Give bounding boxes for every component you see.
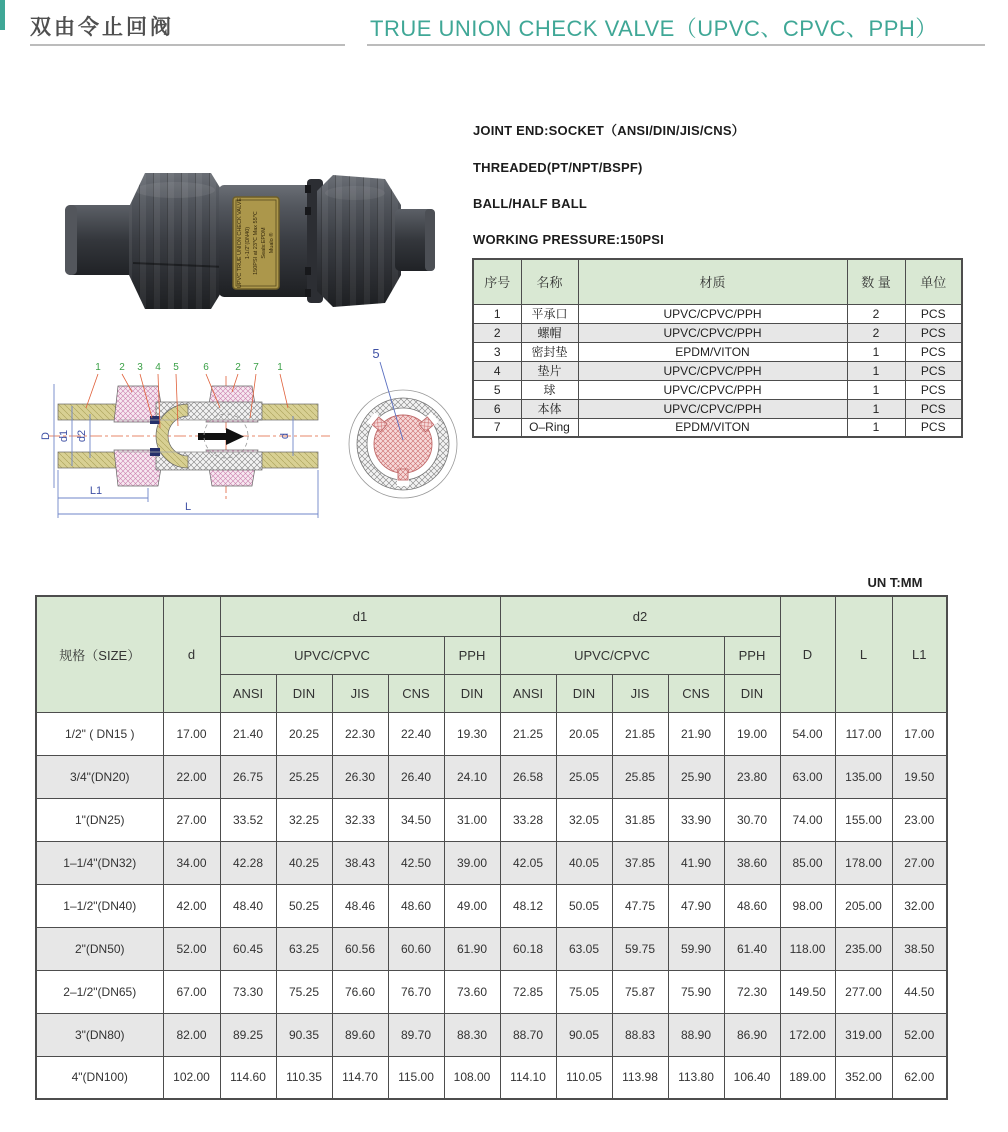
table-cell: 86.90 bbox=[724, 1013, 780, 1056]
table-cell: 20.25 bbox=[276, 712, 332, 755]
table-cell: 52.00 bbox=[163, 927, 220, 970]
table-cell: 40.05 bbox=[556, 841, 612, 884]
valve-body bbox=[219, 185, 313, 297]
parts-table bbox=[472, 258, 963, 438]
column-header-upvc-cpvc-d2: UPVC/CPVC bbox=[500, 636, 724, 674]
table-cell: 63.25 bbox=[276, 927, 332, 970]
table-cell: 67.00 bbox=[163, 970, 220, 1013]
table-cell: 26.75 bbox=[220, 755, 276, 798]
table-cell: 3"(DN80) bbox=[36, 1013, 163, 1056]
table-cell: PCS bbox=[905, 380, 962, 399]
table-cell: 33.52 bbox=[220, 798, 276, 841]
table-cell: 48.60 bbox=[388, 884, 444, 927]
table-cell: 33.90 bbox=[668, 798, 724, 841]
dim-label-D: D bbox=[40, 432, 52, 440]
table-cell: 98.00 bbox=[780, 884, 835, 927]
table-row bbox=[473, 418, 962, 437]
column-header: 名称 bbox=[521, 259, 578, 304]
dim-header-row-1 bbox=[36, 596, 947, 636]
spec-list bbox=[473, 120, 973, 268]
column-header: DIN bbox=[276, 674, 332, 712]
page-title-chinese: 双由令止回阀 bbox=[30, 16, 174, 39]
table-cell: 5 bbox=[473, 380, 521, 399]
table-cell: 38.60 bbox=[724, 841, 780, 884]
table-cell: 32.33 bbox=[332, 798, 388, 841]
column-header-d2: d2 bbox=[500, 596, 780, 636]
table-cell: 32.05 bbox=[556, 798, 612, 841]
table-cell: 19.30 bbox=[444, 712, 500, 755]
table-cell: 114.60 bbox=[220, 1056, 276, 1099]
column-header-pph-d2: PPH bbox=[724, 636, 780, 674]
table-cell: 1/2" ( DN15 ) bbox=[36, 712, 163, 755]
table-row bbox=[36, 970, 947, 1013]
table-cell: 20.05 bbox=[556, 712, 612, 755]
label-line: 150PSI at 23℃ Max 55℃ bbox=[253, 211, 259, 275]
table-cell: 113.80 bbox=[668, 1056, 724, 1099]
table-cell: 60.60 bbox=[388, 927, 444, 970]
table-cell: 42.28 bbox=[220, 841, 276, 884]
table-cell: 59.90 bbox=[668, 927, 724, 970]
table-cell: 1 bbox=[847, 342, 905, 361]
cross-section-drawing bbox=[38, 336, 468, 536]
table-cell: PCS bbox=[905, 342, 962, 361]
table-cell: 本体 bbox=[521, 399, 578, 418]
table-cell: 27.00 bbox=[892, 841, 947, 884]
column-header-d1: d1 bbox=[220, 596, 500, 636]
table-cell: UPVC/CPVC/PPH bbox=[578, 361, 847, 380]
table-cell: 17.00 bbox=[163, 712, 220, 755]
table-cell: 2 bbox=[847, 323, 905, 342]
table-row bbox=[473, 323, 962, 342]
table-cell: 178.00 bbox=[835, 841, 892, 884]
table-cell: 60.45 bbox=[220, 927, 276, 970]
table-row bbox=[36, 841, 947, 884]
table-cell: 102.00 bbox=[163, 1056, 220, 1099]
table-cell: UPVC/CPVC/PPH bbox=[578, 304, 847, 323]
spec-line-ball: BALL/HALF BALL bbox=[473, 196, 587, 211]
table-cell: 26.58 bbox=[500, 755, 556, 798]
table-cell: UPVC/CPVC/PPH bbox=[578, 399, 847, 418]
table-cell: 41.90 bbox=[668, 841, 724, 884]
table-cell: 1"(DN25) bbox=[36, 798, 163, 841]
table-cell: 42.50 bbox=[388, 841, 444, 884]
label-line: UPVC TRUE UNION CHECK VALVE bbox=[237, 197, 243, 289]
table-cell: 89.60 bbox=[332, 1013, 388, 1056]
dim-label-L: L bbox=[184, 501, 192, 513]
column-header: DIN bbox=[556, 674, 612, 712]
table-cell: 110.35 bbox=[276, 1056, 332, 1099]
table-row bbox=[473, 342, 962, 361]
dimension-table bbox=[35, 595, 948, 1100]
table-cell: 155.00 bbox=[835, 798, 892, 841]
table-cell: 352.00 bbox=[835, 1056, 892, 1099]
column-header-L: L bbox=[835, 596, 892, 712]
table-cell: 25.25 bbox=[276, 755, 332, 798]
product-photo bbox=[55, 145, 445, 340]
table-cell: 75.87 bbox=[612, 970, 668, 1013]
table-row bbox=[473, 380, 962, 399]
table-cell: 22.40 bbox=[388, 712, 444, 755]
table-cell: 74.00 bbox=[780, 798, 835, 841]
table-cell: 114.10 bbox=[500, 1056, 556, 1099]
table-cell: 31.85 bbox=[612, 798, 668, 841]
table-cell: 21.40 bbox=[220, 712, 276, 755]
table-cell: PCS bbox=[905, 323, 962, 342]
table-cell: 205.00 bbox=[835, 884, 892, 927]
table-cell: 106.40 bbox=[724, 1056, 780, 1099]
table-cell: 4 bbox=[473, 361, 521, 380]
table-cell: 73.30 bbox=[220, 970, 276, 1013]
column-header-L1: L1 bbox=[892, 596, 947, 712]
table-cell: PCS bbox=[905, 304, 962, 323]
table-cell: 40.25 bbox=[276, 841, 332, 884]
table-cell: 72.30 bbox=[724, 970, 780, 1013]
table-cell: 19.50 bbox=[892, 755, 947, 798]
table-cell: 89.70 bbox=[388, 1013, 444, 1056]
table-cell: 50.25 bbox=[276, 884, 332, 927]
table-cell: 189.00 bbox=[780, 1056, 835, 1099]
table-cell: 3 bbox=[473, 342, 521, 361]
table-cell: 60.56 bbox=[332, 927, 388, 970]
table-cell: 59.75 bbox=[612, 927, 668, 970]
table-cell: 85.00 bbox=[780, 841, 835, 884]
column-header: 数 量 bbox=[847, 259, 905, 304]
divider bbox=[367, 44, 985, 46]
table-cell: 31.00 bbox=[444, 798, 500, 841]
table-cell: 52.00 bbox=[892, 1013, 947, 1056]
column-header-d: d bbox=[163, 596, 220, 712]
valve-right-socket bbox=[395, 209, 435, 271]
table-cell: 3/4"(DN20) bbox=[36, 755, 163, 798]
table-cell: 19.00 bbox=[724, 712, 780, 755]
table-cell: 49.00 bbox=[444, 884, 500, 927]
dim-label-d2: d2 bbox=[76, 429, 88, 443]
column-header-D: D bbox=[780, 596, 835, 712]
column-header: JIS bbox=[612, 674, 668, 712]
table-cell: 球 bbox=[521, 380, 578, 399]
column-header: DIN bbox=[724, 674, 780, 712]
table-cell: 27.00 bbox=[163, 798, 220, 841]
spec-line-pressure: WORKING PRESSURE:150PSI bbox=[473, 232, 664, 247]
table-cell: 1–1/2"(DN40) bbox=[36, 884, 163, 927]
table-cell: 2 bbox=[473, 323, 521, 342]
table-cell: 114.70 bbox=[332, 1056, 388, 1099]
table-cell: 32.25 bbox=[276, 798, 332, 841]
table-cell: 螺帽 bbox=[521, 323, 578, 342]
column-header: CNS bbox=[668, 674, 724, 712]
column-header-pph-d1: PPH bbox=[444, 636, 500, 674]
table-cell: 108.00 bbox=[444, 1056, 500, 1099]
valve-photo-illustration bbox=[55, 145, 445, 340]
column-header: JIS bbox=[332, 674, 388, 712]
table-cell: 117.00 bbox=[835, 712, 892, 755]
table-cell: 61.90 bbox=[444, 927, 500, 970]
table-cell: 110.05 bbox=[556, 1056, 612, 1099]
table-cell: 34.00 bbox=[163, 841, 220, 884]
spec-line-joint-end: JOINT END:SOCKET（ANSI/DIN/JIS/CNS） bbox=[473, 123, 745, 138]
table-cell: 48.12 bbox=[500, 884, 556, 927]
table-cell: 25.90 bbox=[668, 755, 724, 798]
dim-label-d1: d1 bbox=[58, 429, 70, 443]
table-cell: 17.00 bbox=[892, 712, 947, 755]
table-cell: 26.30 bbox=[332, 755, 388, 798]
table-cell: 1 bbox=[847, 361, 905, 380]
table-row bbox=[473, 304, 962, 323]
table-cell: 235.00 bbox=[835, 927, 892, 970]
table-cell: 50.05 bbox=[556, 884, 612, 927]
table-cell: UPVC/CPVC/PPH bbox=[578, 323, 847, 342]
dim-label-L1: L1 bbox=[89, 485, 103, 497]
table-cell: 73.60 bbox=[444, 970, 500, 1013]
table-cell: 24.10 bbox=[444, 755, 500, 798]
table-cell: 37.85 bbox=[612, 841, 668, 884]
table-cell: 2–1/2"(DN65) bbox=[36, 970, 163, 1013]
table-cell: 75.05 bbox=[556, 970, 612, 1013]
label-line: 1-1/2"(DN40) bbox=[245, 226, 251, 260]
column-header: CNS bbox=[388, 674, 444, 712]
column-header: DIN bbox=[444, 674, 500, 712]
column-header-upvc-cpvc-d1: UPVC/CPVC bbox=[220, 636, 444, 674]
table-cell: 6 bbox=[473, 399, 521, 418]
table-cell: 172.00 bbox=[780, 1013, 835, 1056]
table-cell: 38.50 bbox=[892, 927, 947, 970]
technical-drawing bbox=[38, 336, 468, 536]
table-row bbox=[473, 399, 962, 418]
table-cell: 32.00 bbox=[892, 884, 947, 927]
table-cell: 90.35 bbox=[276, 1013, 332, 1056]
callout-7: 7 bbox=[253, 362, 259, 373]
table-cell: 115.00 bbox=[388, 1056, 444, 1099]
callout-numbers bbox=[95, 362, 283, 373]
callout-2: 2 bbox=[119, 362, 125, 373]
table-cell: 密封垫 bbox=[521, 342, 578, 361]
table-cell: 61.40 bbox=[724, 927, 780, 970]
table-cell: 2 bbox=[847, 304, 905, 323]
table-cell: 62.00 bbox=[892, 1056, 947, 1099]
table-cell: 38.43 bbox=[332, 841, 388, 884]
table-cell: 26.40 bbox=[388, 755, 444, 798]
table-cell: 277.00 bbox=[835, 970, 892, 1013]
table-cell: 1 bbox=[847, 380, 905, 399]
corner-accent-bar bbox=[0, 0, 5, 30]
table-cell: 88.70 bbox=[500, 1013, 556, 1056]
table-cell: 30.70 bbox=[724, 798, 780, 841]
table-cell: 1 bbox=[847, 399, 905, 418]
section-callout-5: 5 bbox=[372, 346, 380, 361]
callout-4: 4 bbox=[155, 362, 161, 373]
table-cell: PCS bbox=[905, 399, 962, 418]
table-row bbox=[36, 1056, 947, 1099]
table-cell: 21.85 bbox=[612, 712, 668, 755]
spec-line-threaded: THREADED(PT/NPT/BSPF) bbox=[473, 160, 643, 175]
divider bbox=[30, 44, 345, 46]
callout-2b: 2 bbox=[235, 362, 241, 373]
table-cell: 48.40 bbox=[220, 884, 276, 927]
table-cell: 88.90 bbox=[668, 1013, 724, 1056]
ball-section-view bbox=[349, 346, 457, 498]
table-cell: 33.28 bbox=[500, 798, 556, 841]
table-cell: 47.75 bbox=[612, 884, 668, 927]
table-cell: 垫片 bbox=[521, 361, 578, 380]
column-header: 序号 bbox=[473, 259, 521, 304]
page-title-english: TRUE UNION CHECK VALVE（UPVC、CPVC、PPH） bbox=[370, 16, 938, 41]
table-cell: EPDM/VITON bbox=[578, 418, 847, 437]
table-cell: 21.90 bbox=[668, 712, 724, 755]
column-header: 材质 bbox=[578, 259, 847, 304]
column-header-size: 规格（SIZE） bbox=[36, 596, 163, 712]
table-cell: PCS bbox=[905, 418, 962, 437]
table-cell: 76.60 bbox=[332, 970, 388, 1013]
table-row bbox=[36, 884, 947, 927]
table-cell: 1 bbox=[847, 418, 905, 437]
callout-3: 3 bbox=[137, 362, 143, 373]
table-cell: 平承口 bbox=[521, 304, 578, 323]
table-cell: 7 bbox=[473, 418, 521, 437]
parts-table-header-row bbox=[473, 259, 962, 304]
table-cell: 135.00 bbox=[835, 755, 892, 798]
unit-note: UN T:MM bbox=[867, 575, 923, 590]
table-cell: O–Ring bbox=[521, 418, 578, 437]
table-cell: 42.05 bbox=[500, 841, 556, 884]
table-cell: 88.83 bbox=[612, 1013, 668, 1056]
table-cell: 63.00 bbox=[780, 755, 835, 798]
table-row bbox=[473, 361, 962, 380]
column-header: 单位 bbox=[905, 259, 962, 304]
parts-table-body bbox=[473, 304, 962, 437]
table-cell: 2"(DN50) bbox=[36, 927, 163, 970]
table-cell: 21.25 bbox=[500, 712, 556, 755]
table-cell: 25.05 bbox=[556, 755, 612, 798]
table-cell: 149.50 bbox=[780, 970, 835, 1013]
table-cell: 39.00 bbox=[444, 841, 500, 884]
table-row bbox=[36, 755, 947, 798]
callout-1b: 1 bbox=[277, 362, 283, 373]
table-cell: 89.25 bbox=[220, 1013, 276, 1056]
table-cell: 75.90 bbox=[668, 970, 724, 1013]
table-cell: PCS bbox=[905, 361, 962, 380]
table-cell: 23.00 bbox=[892, 798, 947, 841]
table-cell: 22.00 bbox=[163, 755, 220, 798]
table-cell: 22.30 bbox=[332, 712, 388, 755]
table-cell: 42.00 bbox=[163, 884, 220, 927]
label-line: Mualo ® bbox=[269, 232, 275, 254]
table-cell: 48.60 bbox=[724, 884, 780, 927]
table-cell: 34.50 bbox=[388, 798, 444, 841]
table-row bbox=[36, 798, 947, 841]
table-cell: 1 bbox=[473, 304, 521, 323]
table-cell: 90.05 bbox=[556, 1013, 612, 1056]
callout-5: 5 bbox=[173, 362, 179, 373]
table-cell: 44.50 bbox=[892, 970, 947, 1013]
column-header: ANSI bbox=[500, 674, 556, 712]
dim-label-d: d bbox=[279, 432, 291, 440]
column-header: ANSI bbox=[220, 674, 276, 712]
valve-left-socket bbox=[65, 205, 137, 275]
table-cell: EPDM/VITON bbox=[578, 342, 847, 361]
table-cell: 63.05 bbox=[556, 927, 612, 970]
table-cell: 76.70 bbox=[388, 970, 444, 1013]
table-cell: 88.30 bbox=[444, 1013, 500, 1056]
table-cell: 25.85 bbox=[612, 755, 668, 798]
table-cell: 54.00 bbox=[780, 712, 835, 755]
callout-6: 6 bbox=[203, 362, 209, 373]
table-cell: 82.00 bbox=[163, 1013, 220, 1056]
table-cell: 72.85 bbox=[500, 970, 556, 1013]
table-cell: UPVC/CPVC/PPH bbox=[578, 380, 847, 399]
table-cell: 113.98 bbox=[612, 1056, 668, 1099]
table-row bbox=[36, 712, 947, 755]
dimension-table-body bbox=[36, 712, 947, 1099]
table-cell: 319.00 bbox=[835, 1013, 892, 1056]
table-cell: 118.00 bbox=[780, 927, 835, 970]
callout-1: 1 bbox=[95, 362, 101, 373]
table-row bbox=[36, 927, 947, 970]
table-cell: 60.18 bbox=[500, 927, 556, 970]
table-cell: 1–1/4"(DN32) bbox=[36, 841, 163, 884]
table-row bbox=[36, 1013, 947, 1056]
table-cell: 23.80 bbox=[724, 755, 780, 798]
table-cell: 48.46 bbox=[332, 884, 388, 927]
table-cell: 4"(DN100) bbox=[36, 1056, 163, 1099]
table-cell: 47.90 bbox=[668, 884, 724, 927]
label-line: Seals:EPDM bbox=[261, 227, 267, 259]
table-cell: 75.25 bbox=[276, 970, 332, 1013]
